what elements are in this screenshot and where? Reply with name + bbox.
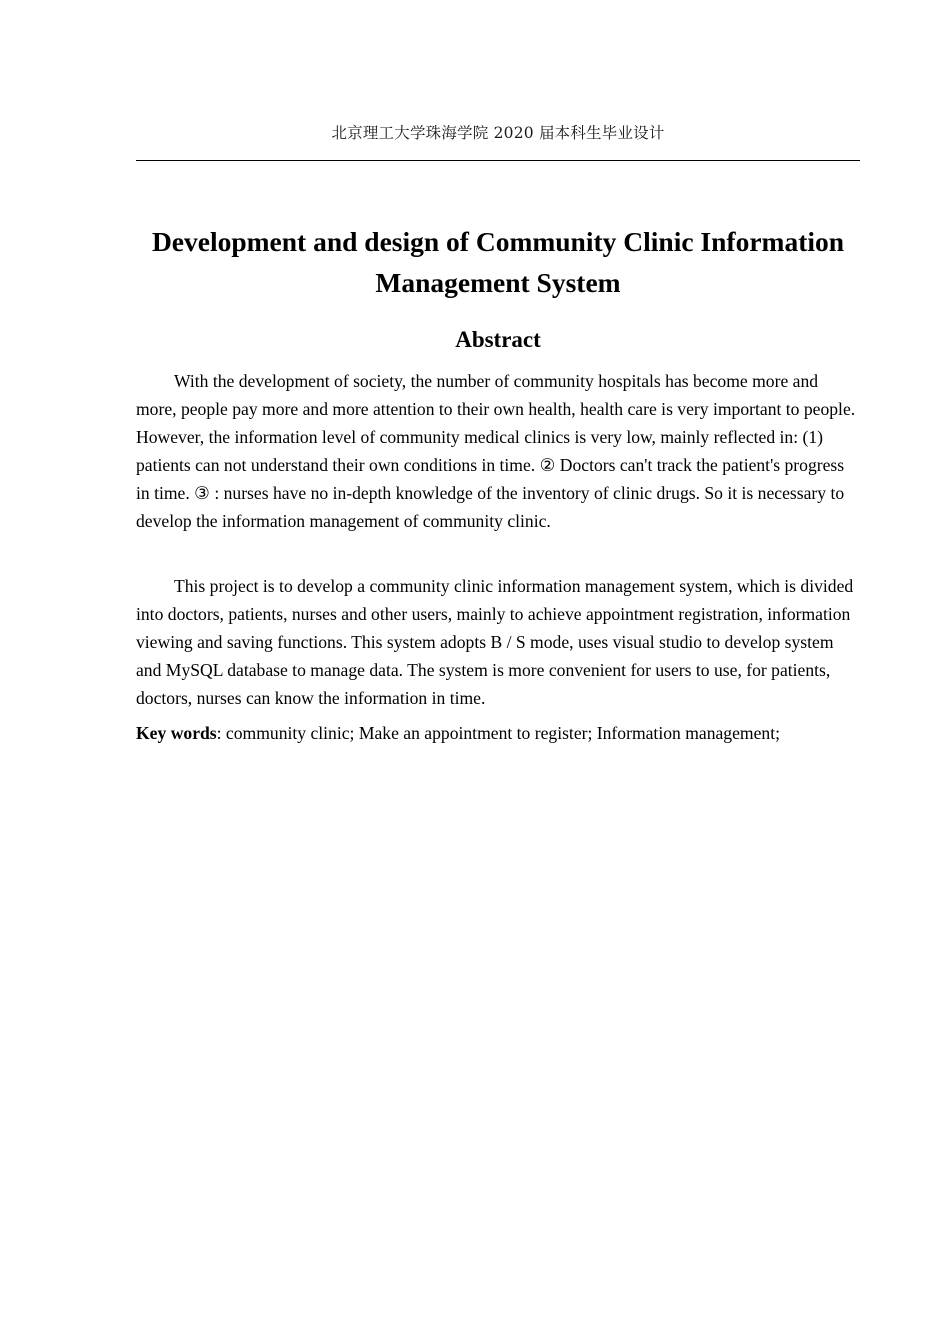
document-page [136,0,860,1344]
keywords-label: Key words [136,723,217,743]
running-header: 北京理工大学珠海学院 2020 届本科生毕业设计 [331,124,665,142]
abstract-paragraph-1: With the development of society, the number of community hospitals has become more and more, people pay more and more attention to their own health, health care is very important to people. However, the information level of community medical clinics is very low, mainly reflected in: (1) patients can not understand their own conditions in time. ② Doctors can't track the patient's progress in time. ③ : nurses have no in-depth knowledge of the inventory of clinic drugs. So it is necessary to develop the information management of community clinic. [136,371,856,531]
keywords-separator: : [216,723,222,743]
header-divider [136,160,860,161]
paper-title: Development and design of Community Clinic Information Management System [151,226,845,298]
keywords-line [136,719,860,747]
abstract-heading: Abstract [455,327,541,352]
abstract-paragraph-2: This project is to develop a community clinic information management system, which is divided into doctors, patients, nurses and other users, mainly to achieve appointment registration, information viewing and saving functions. This system adopts B / S mode, uses visual studio to develop system and MySQL database to manage data. The system is more convenient for users to use, for patients, doctors, nurses can know the information in time. [136,576,854,708]
keywords-value: community clinic; Make an appointment to register; Information management; [221,723,780,743]
